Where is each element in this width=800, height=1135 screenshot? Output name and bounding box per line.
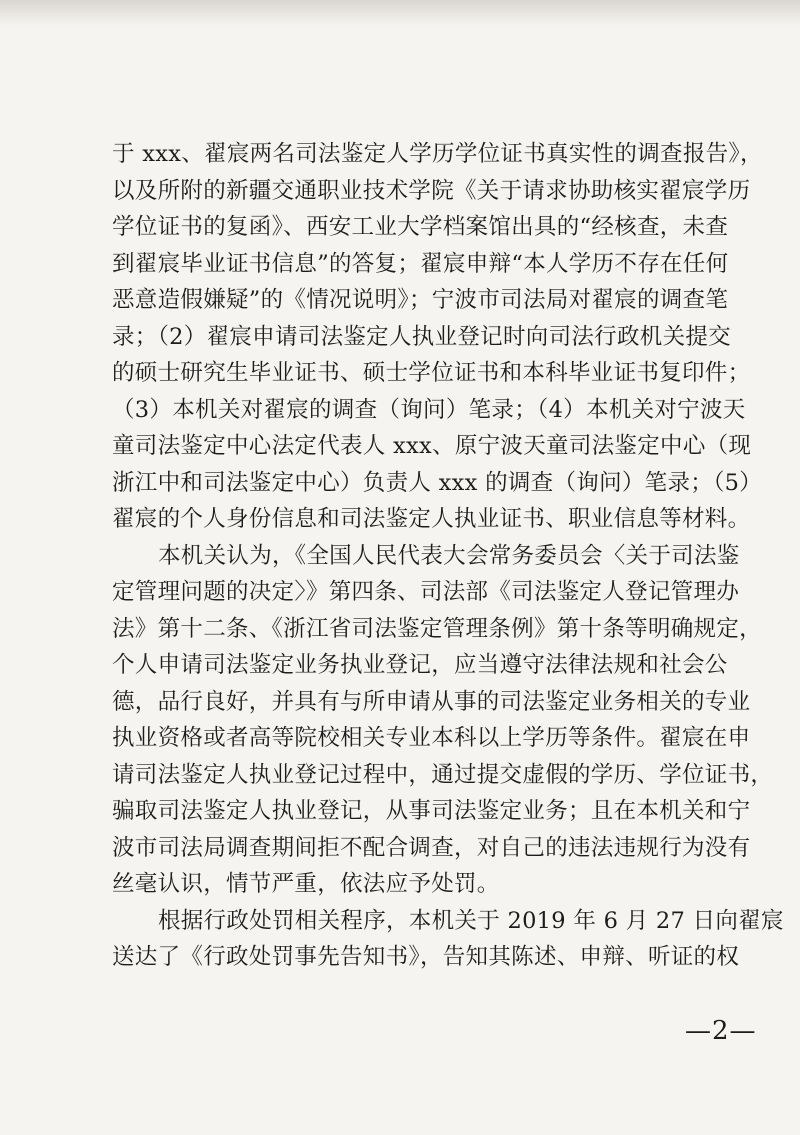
paragraph-line: 波市司法局调查期间拒不配合调查，对自己的违法违规行为没有 [112,834,751,861]
paragraph-line: 丝毫认识，情节严重，依法应予处罚。 [112,871,500,897]
paragraph-line: 恶意造假嫌疑”的《情况说明》；宁波市司法局对翟宸的调查笔 [112,287,729,313]
paragraph-line: 浙江中和司法鉴定中心）负责人 xxx 的调查（询问）笔录；（5） [112,469,763,496]
paragraph-line: 定管理问题的决定〉》第四条、司法部《司法鉴定人登记管理办 [112,579,740,605]
paragraph-line: 的硕士研究生毕业证书、硕士学位证书和本科毕业证书复印件； [112,360,751,386]
paragraph-line: 翟宸的个人身份信息和司法鉴定人执业证书、职业信息等材料。 [112,506,751,532]
paragraph-line: 学位证书的复函》、西安工业大学档案馆出具的“经核查，未查 [112,214,729,240]
paragraph-line: 童司法鉴定中心法定代表人 xxx、原宁波天童司法鉴定中心（现 [112,433,752,459]
paragraph-line: 送达了《行政处罚事先告知书》，告知其陈述、申辩、听证的权 [112,944,740,970]
scan-edge-shadow [0,0,800,26]
paragraph-line: 以及所附的新疆交通职业技术学院《关于请求协助核实翟宸学历 [112,177,751,204]
page-number: —2— [685,1016,757,1046]
paragraph-line: 根据行政处罚相关程序，本机关于 2019 年 6 月 27 日向翟宸 [158,907,784,934]
paragraph-line: （3）本机关对翟宸的调查（询问）笔录；（4）本机关对宁波天 [112,396,746,423]
paragraph-line: 德，品行良好，并具有与所申请从事的司法鉴定业务相关的专业 [112,688,751,715]
paragraph-line: 录；（2）翟宸申请司法鉴定人执业登记时向司法行政机关提交 [112,323,731,350]
paragraph-line: 本机关认为，《全国人民代表大会常务委员会〈关于司法鉴 [158,542,740,569]
paragraph-line: 骗取司法鉴定人执业登记，从事司法鉴定业务；且在本机关和宁 [112,798,751,824]
paragraph-line: 请司法鉴定人执业登记过程中，通过提交虚假的学历、学位证书， [112,761,774,788]
paragraph-line: 执业资格或者高等院校相关专业本科以上学历等条件。翟宸在申 [112,725,751,751]
paragraph-line: 到翟宸毕业证书信息”的答复；翟宸申辩“本人学历不存在任何 [112,250,729,277]
paragraph-line: 个人申请司法鉴定业务执业登记，应当遵守法律法规和社会公 [112,652,728,678]
paragraph-line: 于 xxx、翟宸两名司法鉴定人学历学位证书真实性的调查报告》， [112,141,763,167]
paragraph-line: 法》第十二条、《浙江省司法鉴定管理条例》第十条等明确规定， [112,615,762,642]
document-body [112,136,784,976]
